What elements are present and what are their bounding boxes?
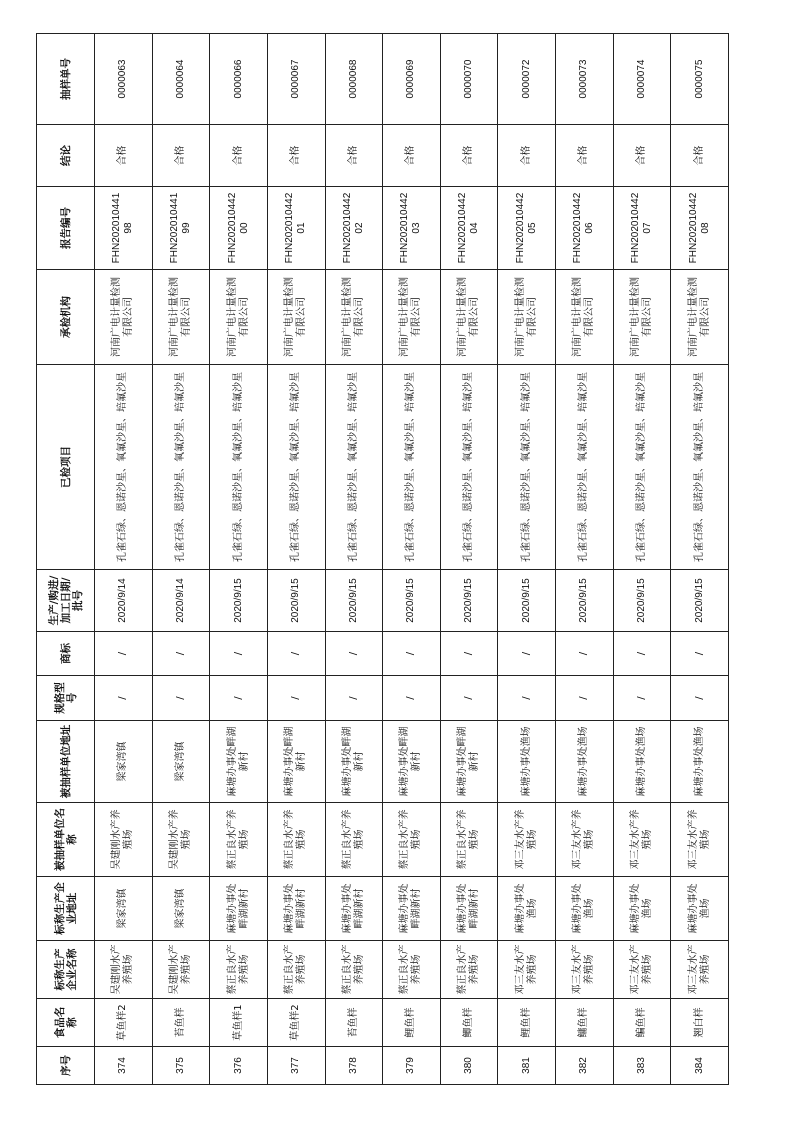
cell-seq: 378 (325, 1047, 383, 1085)
cell-result: 合格 (671, 125, 729, 187)
cell-brand: / (671, 632, 729, 676)
cell-brand: / (556, 632, 614, 676)
cell-org: 河南广电计量检测有限公司 (267, 270, 325, 365)
cell-brand: / (613, 632, 671, 676)
cell-mfr: 邓三友水产养殖场 (671, 941, 729, 999)
cell-unit-addr: 麻塘办事处渔场 (498, 721, 556, 803)
cell-mfr: 蔡正良水产养殖场 (210, 941, 268, 999)
cell-date: 2020/9/15 (325, 570, 383, 632)
cell-mfr: 邓三友水产养殖场 (613, 941, 671, 999)
cell-seq: 376 (210, 1047, 268, 1085)
table-row (325, 34, 383, 1085)
header-spec: 规格型号 (37, 676, 95, 721)
cell-seq: 384 (671, 1047, 729, 1085)
cell-unit-addr: 麻塘办事处畔湖新村 (440, 721, 498, 803)
cell-spec: / (671, 676, 729, 721)
table-row (383, 34, 441, 1085)
table-row (95, 34, 153, 1085)
cell-unit-addr: 梁家湾镇 (95, 721, 153, 803)
cell-date: 2020/9/15 (613, 570, 671, 632)
cell-brand: / (498, 632, 556, 676)
header-mfr: 标称生产企业名称 (37, 941, 95, 999)
cell-org: 河南广电计量检测有限公司 (210, 270, 268, 365)
cell-sample: 0000063 (95, 34, 153, 125)
cell-result: 合格 (440, 125, 498, 187)
cell-spec: / (267, 676, 325, 721)
cell-spec: / (95, 676, 153, 721)
cell-mfr: 蔡正良水产养殖场 (383, 941, 441, 999)
cell-result: 合格 (498, 125, 556, 187)
cell-items: 孔雀石绿、恩诺沙星、氧氟沙星、培氟沙星 (95, 365, 153, 570)
cell-org: 河南广电计量检测有限公司 (613, 270, 671, 365)
cell-spec: / (556, 676, 614, 721)
cell-report: FHN20201044205 (498, 187, 556, 270)
table-row (440, 34, 498, 1085)
cell-unit: 蔡正良水产养殖场 (383, 803, 441, 877)
cell-mfr-addr: 麻塘办事处渔场 (613, 877, 671, 941)
cell-sample: 0000070 (440, 34, 498, 125)
cell-mfr: 蔡正良水产养殖场 (440, 941, 498, 999)
cell-mfr-addr: 麻塘办事处畔湖新村 (210, 877, 268, 941)
cell-mfr-addr: 麻塘办事处畔湖新村 (267, 877, 325, 941)
cell-report: FHN20201044203 (383, 187, 441, 270)
cell-unit-addr: 梁家湾镇 (152, 721, 210, 803)
cell-items: 孔雀石绿、恩诺沙星、氧氟沙星、培氟沙星 (383, 365, 441, 570)
cell-spec: / (383, 676, 441, 721)
cell-unit: 蔡正良水产养殖场 (210, 803, 268, 877)
cell-items: 孔雀石绿、恩诺沙星、氧氟沙星、培氟沙星 (671, 365, 729, 570)
cell-mfr-addr: 梁家湾镇 (95, 877, 153, 941)
cell-food: 草鱼样1 (210, 999, 268, 1047)
cell-report: FHN20201044202 (325, 187, 383, 270)
cell-seq: 377 (267, 1047, 325, 1085)
cell-report: FHN20201044200 (210, 187, 268, 270)
cell-food: 草鱼样2 (267, 999, 325, 1047)
cell-org: 河南广电计量检测有限公司 (440, 270, 498, 365)
cell-food: 翘白样 (671, 999, 729, 1047)
header-row (37, 34, 95, 1085)
cell-unit-addr: 麻塘办事处渔场 (556, 721, 614, 803)
cell-date: 2020/9/15 (556, 570, 614, 632)
cell-food: 草鱼样2 (95, 999, 153, 1047)
cell-date: 2020/9/15 (440, 570, 498, 632)
table-row (210, 34, 268, 1085)
table-row (498, 34, 556, 1085)
cell-unit-addr: 麻塘办事处畔湖新村 (267, 721, 325, 803)
cell-org: 河南广电计量检测有限公司 (556, 270, 614, 365)
cell-spec: / (152, 676, 210, 721)
cell-mfr-addr: 麻塘办事处畔湖新村 (383, 877, 441, 941)
cell-report: FHN20201044201 (267, 187, 325, 270)
table-row (556, 34, 614, 1085)
cell-sample: 0000064 (152, 34, 210, 125)
cell-mfr-addr: 麻塘办事处畔湖新村 (440, 877, 498, 941)
header-sample: 抽样单号 (37, 34, 95, 125)
cell-report: FHN20201044208 (671, 187, 729, 270)
header-unit: 被抽样单位名称 (37, 803, 95, 877)
cell-org: 河南广电计量检测有限公司 (95, 270, 153, 365)
cell-mfr-addr: 梁家湾镇 (152, 877, 210, 941)
cell-unit: 邓三友水产养殖场 (613, 803, 671, 877)
cell-unit-addr: 麻塘办事处畔湖新村 (383, 721, 441, 803)
header-result: 结论 (37, 125, 95, 187)
inspection-results-table (36, 33, 729, 1085)
cell-mfr: 蔡正良水产养殖场 (325, 941, 383, 999)
cell-unit: 蔡正良水产养殖场 (440, 803, 498, 877)
cell-unit: 吴建刚水产养殖场 (95, 803, 153, 877)
cell-items: 孔雀石绿、恩诺沙星、氧氟沙星、培氟沙星 (556, 365, 614, 570)
cell-date: 2020/9/15 (267, 570, 325, 632)
cell-brand: / (95, 632, 153, 676)
header-unit-addr: 被抽样单位地址 (37, 721, 95, 803)
cell-sample: 0000075 (671, 34, 729, 125)
cell-brand: / (210, 632, 268, 676)
cell-report: FHN20201044199 (152, 187, 210, 270)
cell-org: 河南广电计量检测有限公司 (498, 270, 556, 365)
table-row (613, 34, 671, 1085)
cell-date: 2020/9/15 (383, 570, 441, 632)
cell-result: 合格 (556, 125, 614, 187)
cell-seq: 381 (498, 1047, 556, 1085)
cell-mfr: 邓三友水产养殖场 (498, 941, 556, 999)
cell-sample: 0000068 (325, 34, 383, 125)
cell-mfr-addr: 麻塘办事处渔场 (671, 877, 729, 941)
cell-mfr-addr: 麻塘办事处畔湖新村 (325, 877, 383, 941)
cell-brand: / (267, 632, 325, 676)
cell-org: 河南广电计量检测有限公司 (671, 270, 729, 365)
cell-food: 鲤鱼样 (383, 999, 441, 1047)
header-org: 承检机构 (37, 270, 95, 365)
cell-food: 苔鱼样 (152, 999, 210, 1047)
cell-sample: 0000072 (498, 34, 556, 125)
cell-org: 河南广电计量检测有限公司 (383, 270, 441, 365)
cell-unit: 邓三友水产养殖场 (671, 803, 729, 877)
table-row (671, 34, 729, 1085)
cell-spec: / (613, 676, 671, 721)
cell-spec: / (498, 676, 556, 721)
cell-mfr-addr: 麻塘办事处渔场 (498, 877, 556, 941)
cell-brand: / (325, 632, 383, 676)
cell-mfr: 邓三友水产养殖场 (556, 941, 614, 999)
table-row (267, 34, 325, 1085)
cell-result: 合格 (267, 125, 325, 187)
cell-items: 孔雀石绿、恩诺沙星、氧氟沙星、培氟沙星 (210, 365, 268, 570)
cell-seq: 379 (383, 1047, 441, 1085)
cell-result: 合格 (613, 125, 671, 187)
cell-date: 2020/9/14 (95, 570, 153, 632)
cell-unit: 蔡正良水产养殖场 (325, 803, 383, 877)
cell-spec: / (325, 676, 383, 721)
header-brand: 商标 (37, 632, 95, 676)
cell-spec: / (210, 676, 268, 721)
cell-food: 苔鱼样 (325, 999, 383, 1047)
cell-food: 鳙鱼样 (556, 999, 614, 1047)
cell-unit-addr: 麻塘办事处渔场 (613, 721, 671, 803)
cell-seq: 382 (556, 1047, 614, 1085)
cell-mfr: 吴建刚水产养殖场 (95, 941, 153, 999)
cell-org: 河南广电计量检测有限公司 (325, 270, 383, 365)
header-mfr-addr: 标称生产企业地址 (37, 877, 95, 941)
cell-sample: 0000069 (383, 34, 441, 125)
cell-date: 2020/9/15 (498, 570, 556, 632)
cell-result: 合格 (325, 125, 383, 187)
cell-seq: 383 (613, 1047, 671, 1085)
cell-result: 合格 (210, 125, 268, 187)
cell-seq: 380 (440, 1047, 498, 1085)
cell-items: 孔雀石绿、恩诺沙星、氧氟沙星、培氟沙星 (498, 365, 556, 570)
cell-unit-addr: 麻塘办事处畔湖新村 (325, 721, 383, 803)
cell-report: FHN20201044198 (95, 187, 153, 270)
cell-items: 孔雀石绿、恩诺沙星、氧氟沙星、培氟沙星 (613, 365, 671, 570)
cell-unit-addr: 麻塘办事处渔场 (671, 721, 729, 803)
cell-date: 2020/9/15 (671, 570, 729, 632)
cell-food: 鲫鱼样 (440, 999, 498, 1047)
cell-result: 合格 (152, 125, 210, 187)
cell-unit-addr: 麻塘办事处畔湖新村 (210, 721, 268, 803)
cell-report: FHN20201044204 (440, 187, 498, 270)
cell-items: 孔雀石绿、恩诺沙星、氧氟沙星、培氟沙星 (440, 365, 498, 570)
header-report: 报告编号 (37, 187, 95, 270)
header-items: 已检项目 (37, 365, 95, 570)
cell-sample: 0000073 (556, 34, 614, 125)
cell-unit: 邓三友水产养殖场 (498, 803, 556, 877)
cell-brand: / (383, 632, 441, 676)
cell-date: 2020/9/15 (210, 570, 268, 632)
cell-spec: / (440, 676, 498, 721)
cell-items: 孔雀石绿、恩诺沙星、氧氟沙星、培氟沙星 (267, 365, 325, 570)
header-date: 生产/购进/加工日期/批号 (37, 570, 95, 632)
cell-unit: 邓三友水产养殖场 (556, 803, 614, 877)
cell-mfr: 蔡正良水产养殖场 (267, 941, 325, 999)
cell-sample: 0000066 (210, 34, 268, 125)
cell-sample: 0000074 (613, 34, 671, 125)
cell-sample: 0000067 (267, 34, 325, 125)
cell-food: 鳊鱼样 (613, 999, 671, 1047)
cell-report: FHN20201044206 (556, 187, 614, 270)
cell-unit: 蔡正良水产养殖场 (267, 803, 325, 877)
cell-report: FHN20201044207 (613, 187, 671, 270)
header-food: 食品名称 (37, 999, 95, 1047)
cell-date: 2020/9/14 (152, 570, 210, 632)
cell-mfr-addr: 麻塘办事处渔场 (556, 877, 614, 941)
cell-seq: 375 (152, 1047, 210, 1085)
cell-result: 合格 (383, 125, 441, 187)
cell-brand: / (440, 632, 498, 676)
cell-org: 河南广电计量检测有限公司 (152, 270, 210, 365)
cell-result: 合格 (95, 125, 153, 187)
cell-seq: 374 (95, 1047, 153, 1085)
cell-items: 孔雀石绿、恩诺沙星、氧氟沙星、培氟沙星 (152, 365, 210, 570)
table-row (152, 34, 210, 1085)
cell-food: 鲤鱼样 (498, 999, 556, 1047)
cell-items: 孔雀石绿、恩诺沙星、氧氟沙星、培氟沙星 (325, 365, 383, 570)
header-seq: 序号 (37, 1047, 95, 1085)
cell-brand: / (152, 632, 210, 676)
cell-unit: 吴建刚水产养殖场 (152, 803, 210, 877)
cell-mfr: 吴建刚水产养殖场 (152, 941, 210, 999)
